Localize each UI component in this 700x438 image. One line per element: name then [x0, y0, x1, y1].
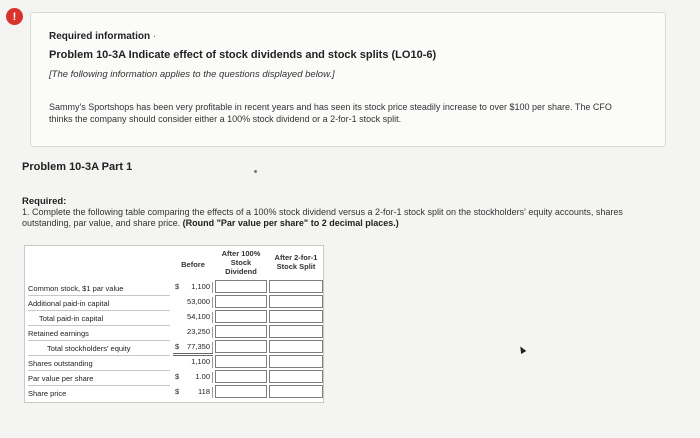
header-before: Before: [181, 260, 205, 269]
currency-sign: $: [175, 372, 180, 381]
currency-sign: $: [175, 387, 180, 396]
currency-sign: $: [175, 282, 180, 291]
input-dividend-total-equity[interactable]: [215, 340, 267, 353]
before-value: 1,100: [191, 282, 210, 291]
row-divider: [28, 310, 170, 311]
input-split-par-value[interactable]: [269, 370, 323, 383]
before-value: 54,100: [187, 312, 210, 321]
before-share-price: [173, 387, 213, 398]
header-after-dividend: After 100% Stock Dividend: [221, 249, 261, 276]
row-label-common-stock: Common stock, $1 par value: [28, 284, 124, 293]
row-divider: [28, 385, 170, 386]
before-value: 118: [198, 387, 210, 396]
input-dividend-shares-outstanding[interactable]: [215, 355, 267, 368]
input-dividend-apic[interactable]: [215, 295, 267, 308]
before-apic: [173, 297, 213, 308]
input-split-retained-earnings[interactable]: [269, 325, 323, 338]
before-common-stock: [173, 282, 213, 293]
input-dividend-retained-earnings[interactable]: [215, 325, 267, 338]
stray-dot: [254, 170, 257, 173]
before-value: 1.00: [195, 372, 210, 381]
instruction-bold: (Round "Par value per share" to 2 decimal places.): [182, 218, 399, 228]
before-total-paid-in: [173, 312, 213, 323]
comparison-table: [24, 245, 324, 403]
double-underline: [173, 353, 213, 356]
before-value: 53,000: [187, 297, 210, 306]
row-divider: [28, 370, 170, 371]
row-label-apic: Additional paid-in capital: [28, 299, 110, 308]
row-label-share-price: Share price: [28, 389, 67, 398]
part-title: Problem 10-3A Part 1: [22, 161, 133, 173]
row-divider: [28, 340, 170, 341]
required-label: Required:: [22, 196, 67, 207]
before-value: 1,100: [191, 357, 210, 366]
required-information-panel: [30, 12, 666, 147]
input-dividend-total-paid-in[interactable]: [215, 310, 267, 323]
input-split-total-equity[interactable]: [269, 340, 323, 353]
row-label-total-equity: Total stockholders' equity: [47, 344, 131, 353]
header-after-split: After 2-for-1 Stock Split: [274, 253, 318, 271]
row-divider: [28, 295, 170, 296]
alert-icon: !: [6, 8, 23, 25]
input-dividend-share-price[interactable]: [215, 385, 267, 398]
before-par-value: [173, 372, 213, 383]
row-divider: [28, 325, 170, 326]
before-shares-outstanding: [173, 357, 213, 368]
row-label-par-value: Par value per share: [28, 374, 94, 383]
scenario-text: Sammy's Sportshops has been very profitable in recent years and has seen its stock price steadily increase to over $100 per share. The CFO thinks the company should consider either a 100% stock dividend or a 2-for-1 stock split.: [49, 102, 612, 124]
currency-sign: $: [175, 342, 180, 351]
instruction-text: [22, 207, 662, 229]
applies-note: [The following information applies to the questions displayed below.]: [49, 69, 335, 80]
before-total-equity: [173, 342, 213, 353]
instruction-plain: 1. Complete the following table comparing the effects of a 100% stock dividend versus a 2-for-1 stock split on the stockholders' equity accounts, shares outstanding, par value, and share price.: [22, 207, 623, 228]
mouse-cursor-icon: [518, 345, 527, 354]
input-dividend-par-value[interactable]: [215, 370, 267, 383]
row-divider: [28, 355, 170, 356]
input-split-total-paid-in[interactable]: [269, 310, 323, 323]
row-label-total-paid-in: Total paid-in capital: [39, 314, 104, 323]
before-retained-earnings: [173, 327, 213, 338]
input-split-share-price[interactable]: [269, 385, 323, 398]
row-label-shares-outstanding: Shares outstanding: [28, 359, 93, 368]
before-value: 77,350: [187, 342, 210, 351]
input-dividend-common-stock[interactable]: [215, 280, 267, 293]
required-information-heading: Required information ·: [49, 31, 157, 42]
input-split-common-stock[interactable]: [269, 280, 323, 293]
problem-title: Problem 10-3A Indicate effect of stock dividends and stock splits (LO10-6): [49, 49, 437, 61]
input-split-apic[interactable]: [269, 295, 323, 308]
row-label-retained-earnings: Retained earnings: [28, 329, 89, 338]
before-value: 23,250: [187, 327, 210, 336]
input-split-shares-outstanding[interactable]: [269, 355, 323, 368]
